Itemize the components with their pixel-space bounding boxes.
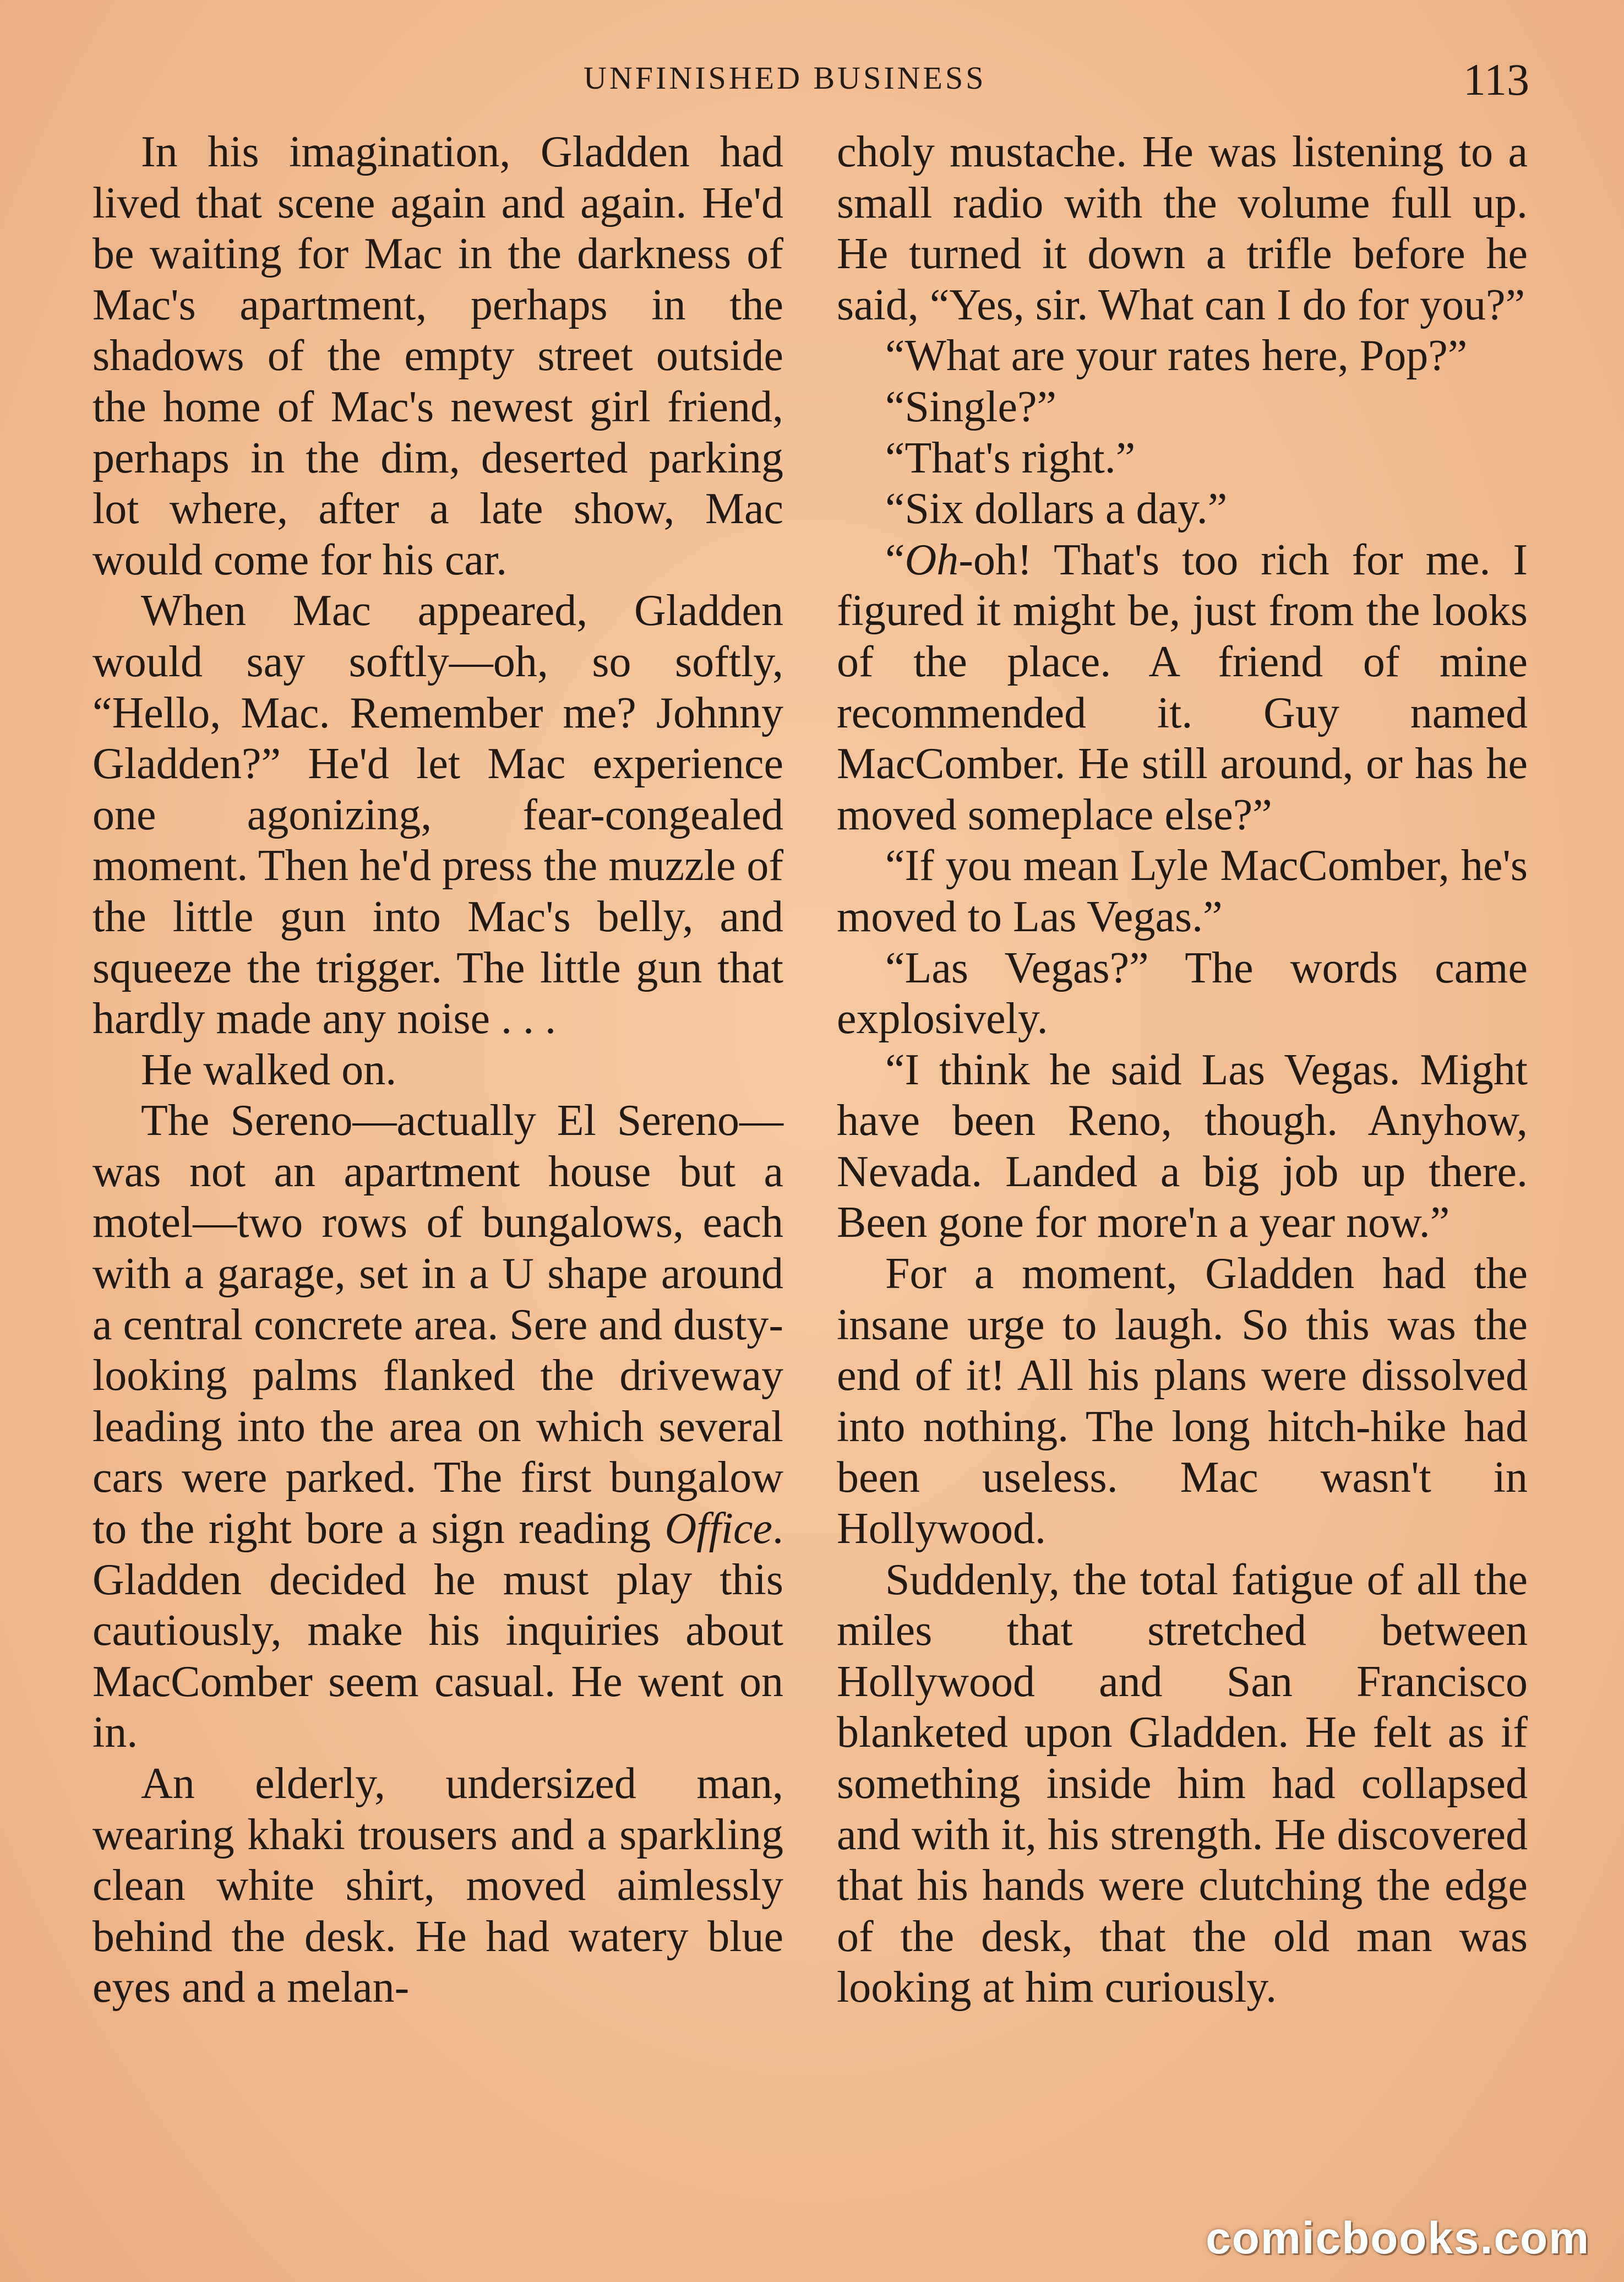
paragraph <box>837 535 1528 841</box>
paragraph: “Six dollars a day.” <box>885 485 1228 534</box>
left-column <box>92 127 783 2013</box>
paragraph: choly mustache. He was listening to a small radio with the volume full up. He turned it down a trifle before he said, “Yes, sir. What can I do for you?” <box>837 128 1528 329</box>
page-number: 113 <box>1463 55 1529 105</box>
watermark-logo: comicbooks.com <box>1206 2213 1590 2263</box>
paragraph-text: The Sereno—actually El Sereno—was not an apartment house but a motel—two rows of bungalows, each with a garage, set in a U shape around a central concrete area. Sere and dusty-looking palms flanked the driveway leading into the area on which several cars were parked. The first bungalow to the right bore a sign reading <box>92 1096 783 1553</box>
paragraph-text: -oh! That's too rich for me. I figured it might be, just from the looks of the place. A friend of mine recommended it. Guy named MacComber. He still around, or has he moved someplace else?” <box>837 535 1528 839</box>
paragraph: He walked on. <box>141 1045 397 1094</box>
right-column <box>837 127 1528 2013</box>
paragraph-text: “ <box>885 535 905 584</box>
paragraph <box>92 1095 783 1758</box>
paragraph: An elderly, undersized man, wearing khaki trousers and a sparkling clean white shirt, moved aimlessly behind the desk. He had watery blue eyes and a melan- <box>92 1759 783 2012</box>
paragraph: “Single?” <box>885 382 1056 431</box>
paragraph: “Las Vegas?” The words came explosively. <box>837 943 1528 1044</box>
paragraph: For a moment, Gladden had the insane urge to laugh. So this was the end of it! All his plans were dissolved into nothing. The long hitch-hike had been useless. Mac wasn't in Hollywood. <box>837 1249 1528 1553</box>
paragraph: “That's right.” <box>885 433 1136 482</box>
paragraph: When Mac appeared, Gladden would say softly—oh, so softly, “Hello, Mac. Remember me? Johnny Gladden?” He'd let Mac experience one agonizing, fear-congealed moment. Then he'd press the muzzle of the little gun into Mac's belly, and squeeze the trigger. The little gun that hardly made any noise . . . <box>92 586 783 1044</box>
italic-word: Oh <box>904 535 959 584</box>
paragraph: In his imagination, Gladden had lived that scene again and again. He'd be waiting for Mac in the darkness of Mac's apartment, perhaps in the shadows of the empty street outside the home of Mac's newest girl friend, perhaps in the dim, deserted parking lot where, after a late show, Mac would come for his car. <box>92 128 783 584</box>
paragraph: Suddenly, the total fatigue of all the miles that stretched between Hollywood and San Francisco blanketed upon Gladden. He felt as if something inside him had collapsed and with it, his strength. He discovered that his hands were clutching the edge of the desk, that the old man was looking at him curiously. <box>837 1555 1528 2012</box>
paragraph-text: . Gladden decided he must play this cautiously, make his inquiries about MacComber seem casual. He went on in. <box>92 1504 783 1757</box>
paragraph: “What are your rates here, Pop?” <box>885 332 1468 381</box>
paragraph: “I think he said Las Vegas. Might have been Reno, though. Anyhow, Nevada. Landed a big job up there. Been gone for more'n a year now.” <box>837 1045 1528 1247</box>
italic-word: Office <box>664 1504 772 1553</box>
running-title: UNFINISHED BUSINESS <box>584 60 987 96</box>
paragraph: “If you mean Lyle MacComber, he's moved to Las Vegas.” <box>837 841 1528 941</box>
